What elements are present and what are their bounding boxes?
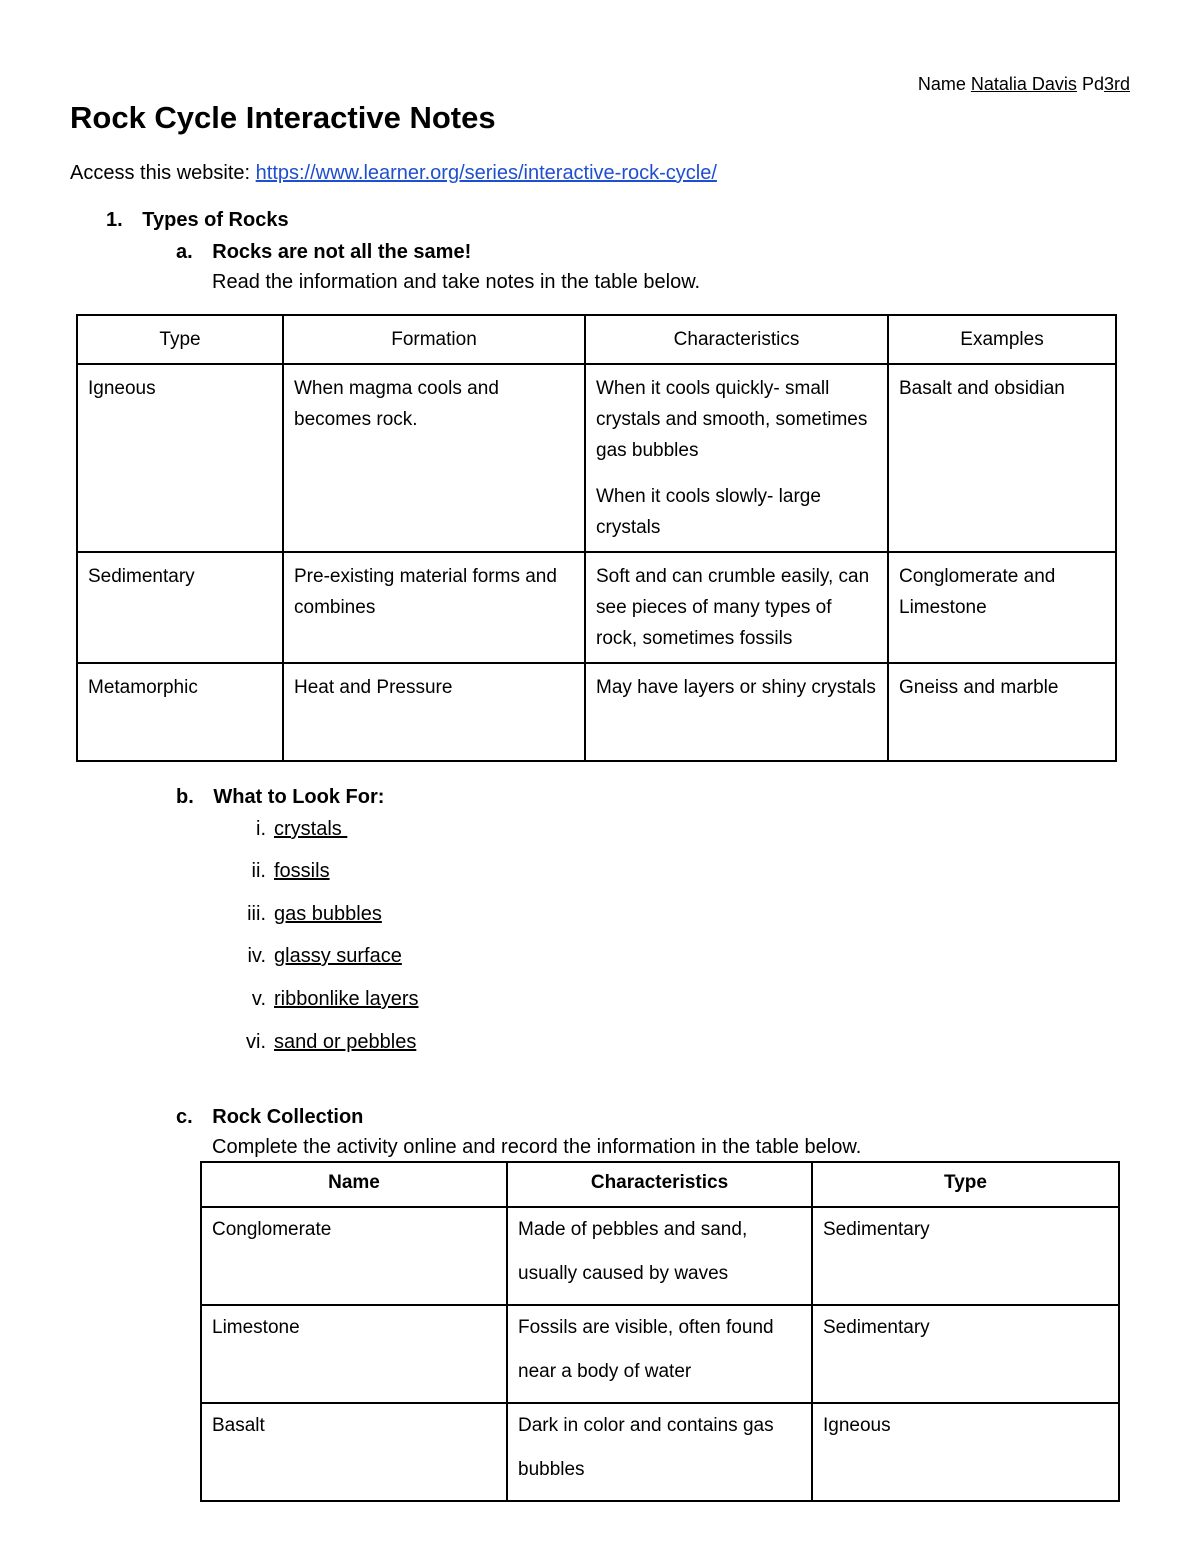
list-number: vi. [246, 1031, 266, 1053]
cell-examples: Basalt and obsidian [888, 364, 1116, 552]
cell-type: Sedimentary [812, 1207, 1119, 1305]
list-item [226, 818, 347, 841]
list-number: iii. [247, 903, 266, 925]
list-number: v. [251, 988, 266, 1010]
pd-label: Pd [1081, 74, 1104, 94]
header-characteristics: Characteristics [585, 315, 888, 364]
cell-formation: Heat and Pressure [283, 663, 585, 761]
cell-characteristics [585, 552, 888, 663]
subsection-c-letter: c. [176, 1106, 193, 1128]
list-text: glassy surface [274, 945, 402, 967]
characteristics-line: When it cools slowly- large crystals [596, 486, 821, 538]
subsection-a-instruction: Read the information and take notes in the table below. [212, 271, 701, 293]
cell-characteristics [585, 663, 888, 761]
cell-characteristics: Made of pebbles and sand, usually caused by waves [507, 1207, 812, 1305]
cell-name: Basalt [201, 1403, 507, 1501]
section-1-number: 1. [106, 209, 123, 231]
student-header [918, 74, 1130, 95]
cell-characteristics: Fossils are visible, often found near a body of water [507, 1305, 812, 1403]
table-row [201, 1403, 1119, 1501]
cell-formation: Pre-existing material forms and combines [283, 552, 585, 663]
list-number: ii. [251, 860, 266, 882]
rock-collection-table [200, 1161, 1120, 1502]
page-title: Rock Cycle Interactive Notes [70, 100, 496, 135]
header-name: Name [201, 1162, 507, 1207]
cell-characteristics: Dark in color and contains gas bubbles [507, 1403, 812, 1501]
cell-type: Metamorphic [77, 663, 283, 761]
subsection-c-heading [176, 1106, 363, 1129]
table-header-row [201, 1162, 1119, 1207]
list-item [226, 1031, 416, 1054]
cell-type: Sedimentary [812, 1305, 1119, 1403]
cell-examples: Conglomerate and Limestone [888, 552, 1116, 663]
list-number: i. [256, 818, 266, 840]
list-item [226, 988, 419, 1011]
list-text: crystals [274, 818, 348, 840]
subsection-c-title: Rock Collection [212, 1106, 364, 1128]
cell-type: Igneous [812, 1403, 1119, 1501]
header-type: Type [812, 1162, 1119, 1207]
list-text: sand or pebbles [274, 1031, 417, 1053]
pd-value: 3rd [1103, 74, 1130, 94]
subsection-b-heading [176, 786, 384, 809]
list-text: fossils [274, 860, 330, 882]
header-type: Type [77, 315, 283, 364]
characteristics-line: When it cools quickly- small crystals and smooth, sometimes gas bubbles [596, 378, 868, 461]
subsection-b-letter: b. [176, 786, 194, 808]
cell-formation: When magma cools and becomes rock. [283, 364, 585, 552]
characteristics-line: Soft and can crumble easily, can see pieces of many types of rock, sometimes fossils [596, 566, 870, 649]
cell-type: Igneous [77, 364, 283, 552]
list-text: gas bubbles [274, 903, 382, 925]
table-row [201, 1207, 1119, 1305]
cell-examples: Gneiss and marble [888, 663, 1116, 761]
table-header-row [77, 315, 1116, 364]
subsection-b-title: What to Look For: [213, 786, 385, 808]
list-text: ribbonlike layers [274, 988, 419, 1010]
list-number: iv. [247, 945, 266, 967]
access-line [70, 162, 717, 185]
cell-type: Sedimentary [77, 552, 283, 663]
header-examples: Examples [888, 315, 1116, 364]
access-label: Access this website: [70, 162, 251, 184]
subsection-a-heading [176, 241, 471, 264]
section-1-heading [106, 209, 289, 232]
cell-name: Conglomerate [201, 1207, 507, 1305]
header-characteristics: Characteristics [507, 1162, 812, 1207]
section-1-title: Types of Rocks [142, 209, 289, 231]
table-row [77, 552, 1116, 663]
list-item [226, 860, 330, 883]
website-link[interactable]: https://www.learner.org/series/interactive-rock-cycle/ [255, 162, 717, 184]
list-item [226, 903, 382, 926]
list-item [226, 945, 402, 968]
table-row [201, 1305, 1119, 1403]
table-row [77, 364, 1116, 552]
characteristics-line: May have layers or shiny crystals [596, 677, 876, 698]
cell-name: Limestone [201, 1305, 507, 1403]
table-row [77, 663, 1116, 761]
name-label: Name [917, 74, 966, 94]
cell-characteristics [585, 364, 888, 552]
subsection-a-letter: a. [176, 241, 193, 263]
name-value: Natalia Davis [970, 74, 1077, 94]
rock-types-table [76, 314, 1117, 762]
subsection-a-title: Rocks are not all the same! [212, 241, 472, 263]
subsection-c-instruction: Complete the activity online and record the information in the table below. [212, 1136, 862, 1158]
header-formation: Formation [283, 315, 585, 364]
